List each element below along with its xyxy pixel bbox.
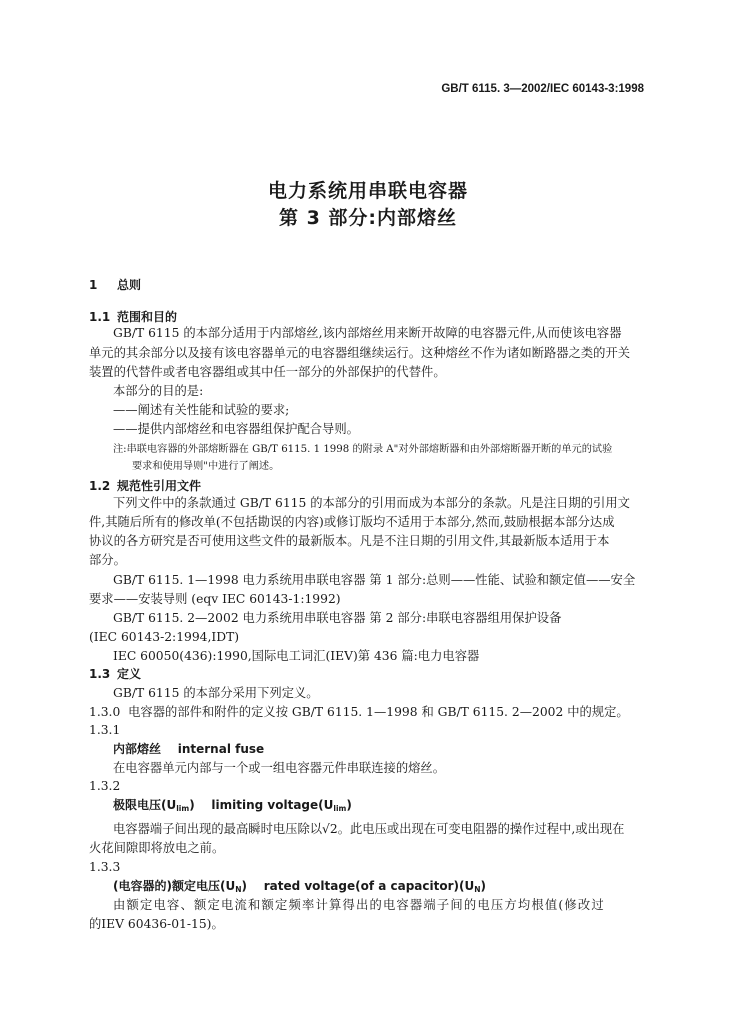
term-paren: ): [346, 798, 352, 812]
note-line: 注:串联电容器的外部熔断器在 GB/T 6115. 1 1998 的附录 A"对外部熔断器和由外部熔断器开断的单元的试验: [113, 444, 613, 455]
definition-line: 的IEV 60436-01-15)。: [89, 917, 224, 931]
term-chinese: 极限电压(U: [113, 798, 177, 812]
term-line: [113, 798, 649, 816]
paragraph-line: 装置的代替件或者电容器组或其中任一部分的外部保护的代替件。: [89, 365, 446, 379]
clause-1-3-0: [89, 705, 649, 720]
term-paren: ): [480, 879, 486, 893]
term-english: internal fuse: [177, 742, 265, 756]
term-subscript: N: [474, 885, 481, 894]
section-1-3-heading: [89, 667, 649, 682]
definition-line: 电容器端子间出现的最高瞬时电压除以√2。此电压或出现在可变电阻器的操作过程中,或出现在: [113, 822, 625, 836]
term-subscript: lim: [333, 804, 347, 813]
clause-number: 1.3.3: [89, 860, 121, 874]
clause-number: 1.3.0: [89, 705, 121, 719]
term-english: rated voltage(of a capacitor)(U: [263, 879, 475, 893]
paragraph-line: 本部分的目的是:: [113, 384, 204, 398]
paragraph-line: 下列文件中的条款通过 GB/T 6115 的本部分的引用而成为本部分的条款。凡是注日期的引用文: [113, 496, 630, 510]
paragraph-line: 单元的其余部分以及接有该电容器单元的电容器组继续运行。这种熔丝不作为诸如断路器之类的开关: [89, 346, 631, 360]
paragraph-line: 部分。: [89, 553, 126, 567]
clause-text: 电容器的部件和附件的定义按 GB/T 6115. 1—1998 和 GB/T 6115. 2—2002 中的规定。: [128, 705, 629, 719]
term-paren: ): [241, 879, 247, 893]
section-number: 1.2: [89, 479, 111, 493]
definition-line: 火花间隙即将放电之前。: [89, 841, 225, 855]
reference-line: 要求——安装导则 (eqv IEC 60143-1:1992): [89, 592, 341, 606]
paragraph-line: GB/T 6115 的本部分采用下列定义。: [113, 686, 319, 700]
paragraph-line: 协议的各方研究是否可使用这些文件的最新版本。凡是不注日期的引用文件,其最新版本适用于本: [89, 534, 610, 548]
reference-line: GB/T 6115. 2—2002 电力系统用串联电容器 第 2 部分:串联电容器组用保护设备: [113, 611, 562, 625]
definition-line: 在电容器单元内部与一个或一组电容器元件串联连接的熔丝。: [113, 761, 446, 775]
section-number: 1.3: [89, 667, 111, 681]
note-line: 要求和使用导则"中进行了阐述。: [132, 461, 280, 472]
reference-line: (IEC 60143-2:1994,IDT): [89, 630, 240, 644]
reference-line: IEC 60050(436):1990,国际电工词汇(IEV)第 436 篇:电力电容器: [113, 649, 480, 663]
section-number: 1.1: [89, 310, 111, 324]
term-paren: ): [189, 798, 195, 812]
term-chinese: (电容器的)额定电压(U: [113, 879, 236, 893]
clause-number: 1.3.2: [89, 779, 121, 793]
standard-code-header: GB/T 6115. 3—2002/IEC 60143-3:1998: [441, 83, 644, 95]
section-title: 范围和目的: [117, 310, 178, 324]
section-1-1-heading: [89, 310, 649, 325]
list-item: ——阐述有关性能和试验的要求;: [113, 403, 290, 417]
paragraph-line: GB/T 6115 的本部分适用于内部熔丝,该内部熔丝用来断开故障的电容器元件,从而使该电容器: [113, 326, 622, 340]
term-english: limiting voltage(U: [211, 798, 334, 812]
section-title: 定义: [117, 667, 142, 681]
term-line: [113, 879, 649, 897]
section-title: 规范性引用文件: [117, 479, 202, 493]
section-number: 1: [89, 278, 98, 292]
section-1-2-heading: [89, 479, 649, 494]
term-subscript: lim: [176, 804, 190, 813]
term-chinese: 内部熔丝: [113, 742, 162, 756]
term-line: [113, 742, 649, 757]
document-title: 电力系统用串联电容器: [267, 180, 468, 202]
list-item: ——提供内部熔丝和电容器组保护配合导则。: [113, 422, 359, 436]
definition-line: 由额定电容、额定电流和额定频率计算得出的电容器端子间的电压方均根值(修改过: [113, 898, 605, 912]
document-subtitle: 第 3 部分:内部熔丝: [278, 207, 458, 229]
section-1-heading: [89, 278, 649, 293]
reference-line: GB/T 6115. 1—1998 电力系统用串联电容器 第 1 部分:总则——性能、试验和额定值——安全: [113, 573, 636, 587]
section-title: 总则: [117, 278, 142, 292]
clause-number: 1.3.1: [89, 723, 121, 737]
term-subscript: N: [235, 885, 242, 894]
paragraph-line: 件,其随后所有的修改单(不包括勘误的内容)或修订版均不适用于本部分,然而,鼓励根据本部分达成: [89, 515, 615, 529]
